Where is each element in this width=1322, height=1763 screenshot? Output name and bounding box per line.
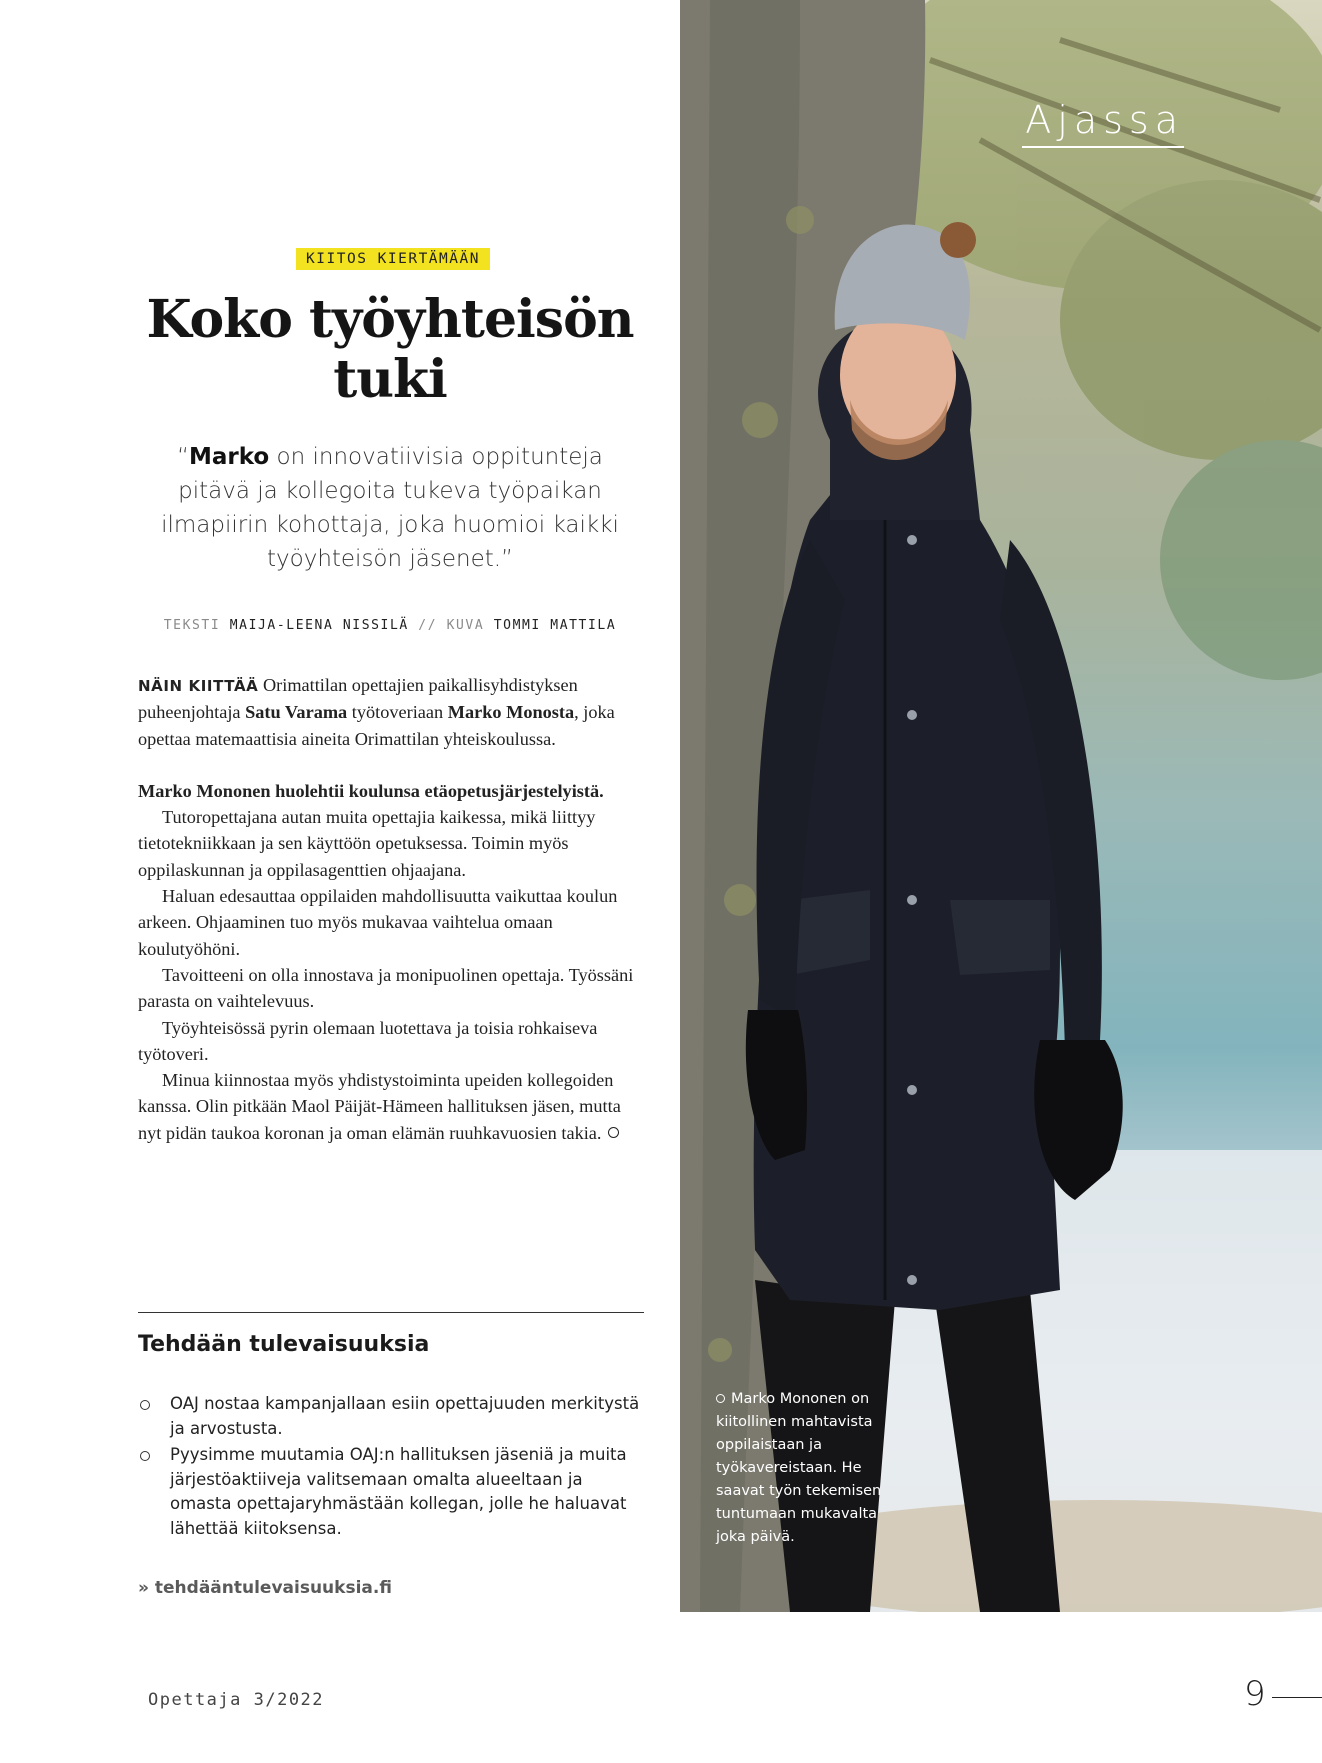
- photo-illustration: [680, 0, 1322, 1612]
- section-tag-underline: [1022, 146, 1184, 148]
- intro-text-1: Orimattilan opettajien paikallisyhdistyksen puheenjohtaja: [138, 675, 578, 723]
- body-paragraph-last: [138, 1067, 644, 1146]
- body-paragraph: Haluan edesauttaa oppilaiden mahdollisuutta vaikuttaa koulun arkeen. Ohjaaminen tuo myös mukavaa vaihtelua omaan koulutyöhöni.: [138, 886, 618, 959]
- byline-separator: //: [418, 618, 438, 633]
- body-paragraph: Tutoropettajana autan muita opettajia kaikessa, mikä liittyy tietotekniikkaan ja sen käyttöön opetuksessa. Toimin myös oppilaskunnan ja oppilasagenttien ohjaajana.: [138, 807, 596, 880]
- body-paragraph-text: Minua kiinnostaa myös yhdistystoiminta upeiden kollegoiden kanssa. Olin pitkään Maol Päijät-Hämeen hallituksen jäsen, mutta nyt pidän taukoa koronan ja oman elämän ruuhkavuosien takia.: [138, 1070, 621, 1143]
- pull-quote-open: “: [177, 444, 189, 470]
- caption-circle-icon: [716, 1394, 725, 1403]
- byline-text-author: MAIJA-LEENA NISSILÄ: [229, 618, 409, 633]
- magazine-issue: Opettaja 3/2022: [148, 1690, 325, 1710]
- list-item: [138, 1443, 644, 1541]
- photo-caption: [716, 1388, 896, 1549]
- intro-name-2: Marko Monosta: [447, 702, 575, 723]
- byline: [100, 618, 680, 633]
- body-paragraph: Työyhteisössä pyrin olemaan luotettava ja toisia rohkaiseva työtoveri.: [138, 1017, 598, 1064]
- intro-text-3: , joka opettaa matemaattisia aineita Orimattilan yhteiskoulussa.: [138, 702, 615, 749]
- section-kicker: KIITOS KIERTÄMÄÄN: [296, 248, 490, 270]
- section-tag: Ajassa: [1025, 98, 1184, 142]
- body-paragraph: Tavoitteeni on olla innostava ja monipuolinen opettaja. Työssäni parasta on vaihtelevuus.: [138, 964, 634, 1012]
- intro-text-2: työtoveriaan: [347, 702, 448, 723]
- intro-paragraph: [138, 672, 644, 752]
- page-number-rule: [1272, 1697, 1322, 1698]
- pull-quote-text: on innovatiivisia oppitunteja pitävä ja kollegoita tukeva työpaikan ilmapiirin kohottaja, joka huomioi kaikki työyhteisön jäsenet.”: [161, 444, 619, 572]
- intro-name-1: Satu Varama: [245, 702, 348, 723]
- box-title: Tehdään tulevaisuuksia: [138, 1332, 430, 1357]
- box-divider: [138, 1312, 644, 1313]
- circle-bullet-icon: [140, 1400, 150, 1410]
- byline-text-label: TEKSTI: [163, 618, 221, 633]
- end-mark-icon: [608, 1127, 619, 1138]
- box-list: [138, 1392, 644, 1543]
- headline: Koko työyhteisön tuki: [146, 289, 634, 410]
- list-item-text: OAJ nostaa kampanjallaan esiin opettajuuden merkitystä ja arvostusta.: [170, 1394, 640, 1438]
- campaign-link[interactable]: » tehdääntulevaisuuksia.fi: [138, 1578, 392, 1598]
- byline-photo-label: KUVA: [446, 618, 485, 633]
- lead-in: NÄIN KIITTÄÄ: [138, 677, 259, 695]
- byline-photo-author: TOMMI MATTILA: [493, 618, 617, 633]
- list-item: [138, 1392, 644, 1441]
- pull-quote-name: Marko: [189, 444, 270, 470]
- photo-caption-text: Marko Mononen on kiitollinen mahtavista oppilaistaan ja työkavereistaan. He saavat työn tekemisen tuntumaan mukavalta joka päivä.: [716, 1391, 882, 1545]
- subheading: Marko Mononen huolehtii koulunsa etäopetusjärjestelyistä.: [138, 780, 604, 801]
- pull-quote: [140, 440, 640, 576]
- page-number: 9: [1244, 1674, 1266, 1714]
- list-item-text: Pyysimme muutamia OAJ:n hallituksen jäseniä ja muita järjestöaktiiveja valitsemaan omalta alueeltaan ja omasta opettajaryhmästään kollegan, jolle he haluavat lähettää kiitoksensa.: [170, 1445, 627, 1538]
- article-body: [138, 672, 644, 1146]
- circle-bullet-icon: [140, 1451, 150, 1461]
- portrait-photo: [680, 0, 1322, 1612]
